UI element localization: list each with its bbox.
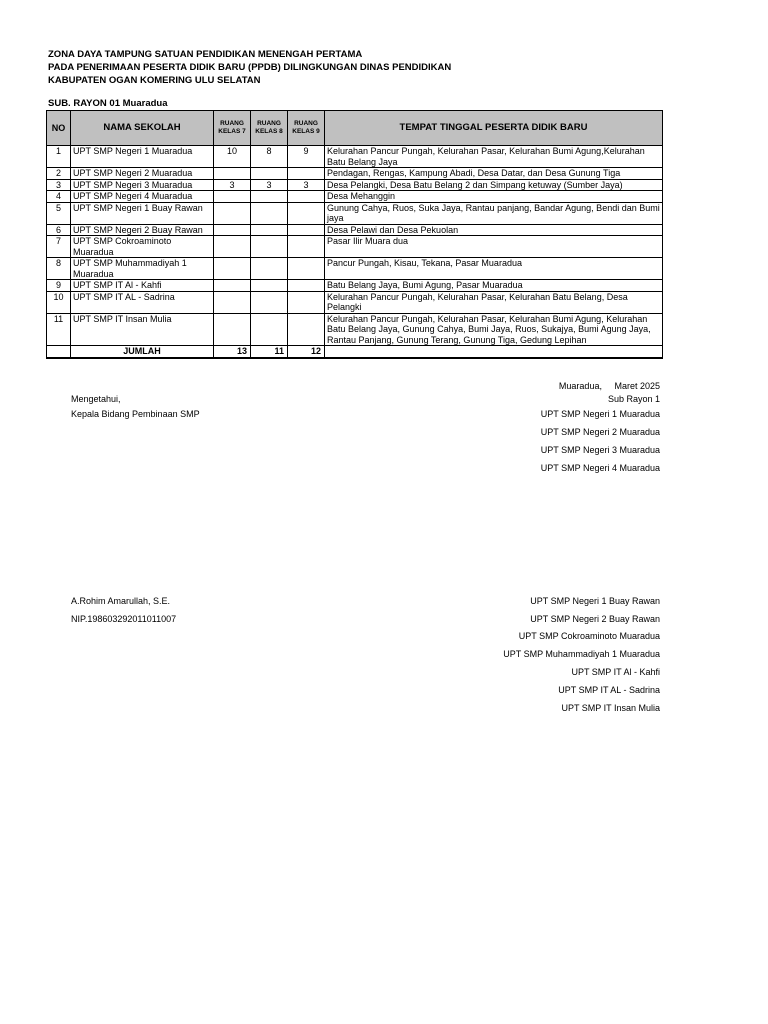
school-signer: UPT SMP Muhammadiyah 1 Muaradua [503, 649, 660, 659]
total-area-empty [325, 346, 663, 358]
school-signer: UPT SMP Negeri 1 Muaradua [540, 409, 660, 419]
row-school: UPT SMP Cokroaminoto Muaradua [71, 236, 214, 258]
row-area: Kelurahan Pancur Pungah, Kelurahan Pasar, Kelurahan Bumi Agung, Kelurahan Batu Belang Jaya, Gunung Cahya, Bumi Jaya, Ruos, Sukajya, Bumi Agung Jaya, Rantau Panjang, Gunung Terang, Gunung Tiga, Gedung Lepihan [325, 313, 663, 346]
table-row [47, 179, 663, 191]
row-area: Kelurahan Pancur Pungah, Kelurahan Pasar, Kelurahan Bumi Agung,Kelurahan Batu Belang Jaya [325, 146, 663, 168]
row-kelas-7 [214, 168, 251, 180]
row-kelas-9 [288, 236, 325, 258]
row-school: UPT SMP Negeri 1 Buay Rawan [71, 202, 214, 224]
row-kelas-8 [251, 258, 288, 280]
total-label: JUMLAH [71, 346, 214, 358]
table-row [47, 258, 663, 280]
row-kelas-8: 8 [251, 146, 288, 168]
row-area: Desa Mehanggin [325, 191, 663, 203]
row-kelas-8 [251, 291, 288, 313]
row-kelas-9 [288, 224, 325, 236]
capacity-table [46, 110, 663, 359]
school-signer: UPT SMP Negeri 2 Buay Rawan [530, 614, 660, 624]
row-kelas-9 [288, 313, 325, 346]
row-school: UPT SMP IT AL - Sadrina [71, 291, 214, 313]
row-kelas-8 [251, 168, 288, 180]
row-school: UPT SMP Negeri 3 Muaradua [71, 179, 214, 191]
total-no-empty [47, 346, 71, 358]
col-tempat-tinggal: TEMPAT TINGGAL PESERTA DIDIK BARU [325, 111, 663, 146]
row-no: 9 [47, 280, 71, 292]
row-kelas-9: 3 [288, 179, 325, 191]
total-kelas-7: 13 [214, 346, 251, 358]
row-kelas-7 [214, 313, 251, 346]
place-date [559, 381, 660, 392]
signer-name: A.Rohim Amarullah, S.E. [71, 596, 171, 606]
row-kelas-8 [251, 236, 288, 258]
row-kelas-7 [214, 236, 251, 258]
row-kelas-9 [288, 168, 325, 180]
row-kelas-8: 3 [251, 179, 288, 191]
school-signer: UPT SMP Negeri 3 Muaradua [540, 445, 660, 455]
row-kelas-8 [251, 191, 288, 203]
table-row [47, 168, 663, 180]
col-kelas-7: RUANG KELAS 7 [214, 111, 251, 146]
table-row [47, 313, 663, 346]
mengetahui-label: Mengetahui, [71, 394, 121, 404]
row-kelas-8 [251, 202, 288, 224]
row-kelas-7 [214, 224, 251, 236]
sub-rayon-label: Sub Rayon 1 [607, 394, 660, 404]
row-kelas-8 [251, 280, 288, 292]
col-no: NO [47, 111, 71, 146]
row-area: Batu Belang Jaya, Bumi Agung, Pasar Muaradua [325, 280, 663, 292]
row-school: UPT SMP IT Al - Kahfi [71, 280, 214, 292]
row-school: UPT SMP Negeri 2 Buay Rawan [71, 224, 214, 236]
row-school: UPT SMP IT Insan Mulia [71, 313, 214, 346]
total-kelas-9: 12 [288, 346, 325, 358]
row-no: 1 [47, 146, 71, 168]
table-row [47, 291, 663, 313]
signer-nip: NIP.198603292011011007 [71, 614, 177, 624]
col-nama-sekolah: NAMA SEKOLAH [71, 111, 214, 146]
total-kelas-8: 11 [251, 346, 288, 358]
row-no: 8 [47, 258, 71, 280]
row-school: UPT SMP Negeri 1 Muaradua [71, 146, 214, 168]
row-school: UPT SMP Negeri 2 Muaradua [71, 168, 214, 180]
row-kelas-8 [251, 313, 288, 346]
table-header-row [47, 111, 663, 146]
row-kelas-7: 10 [214, 146, 251, 168]
col-kelas-8: RUANG KELAS 8 [251, 111, 288, 146]
total-row [47, 346, 663, 358]
row-area: Kelurahan Pancur Pungah, Kelurahan Pasar, Kelurahan Batu Belang, Desa Pelangki [325, 291, 663, 313]
row-school: UPT SMP Muhammadiyah 1 Muaradua [71, 258, 214, 280]
row-kelas-9 [288, 202, 325, 224]
school-signer: UPT SMP IT AL - Sadrina [558, 685, 660, 695]
row-kelas-9 [288, 280, 325, 292]
table-row [47, 191, 663, 203]
kepala-bidang-label: Kepala Bidang Pembinaan SMP [71, 409, 200, 419]
school-signer: UPT SMP IT Insan Mulia [561, 703, 660, 713]
school-signer: UPT SMP Negeri 2 Muaradua [540, 427, 660, 437]
sub-rayon-title: SUB. RAYON 01 Muaradua [48, 98, 168, 109]
sign-place: Muaradua, [558, 381, 602, 391]
row-no: 5 [47, 202, 71, 224]
col-kelas-9: RUANG KELAS 9 [288, 111, 325, 146]
row-kelas-7 [214, 280, 251, 292]
table-row [47, 236, 663, 258]
row-area: Desa Pelawi dan Desa Pekuolan [325, 224, 663, 236]
row-area: Gunung Cahya, Ruos, Suka Jaya, Rantau panjang, Bandar Agung, Bendi dan Bumi jaya [325, 202, 663, 224]
table-row [47, 146, 663, 168]
row-kelas-9: 9 [288, 146, 325, 168]
header-line-3: KABUPATEN OGAN KOMERING ULU SELATAN [48, 75, 261, 86]
row-no: 11 [47, 313, 71, 346]
table-row [47, 202, 663, 224]
school-signer: UPT SMP Negeri 4 Muaradua [540, 463, 660, 473]
row-kelas-7 [214, 202, 251, 224]
row-kelas-8 [251, 224, 288, 236]
row-kelas-7 [214, 291, 251, 313]
table-row [47, 224, 663, 236]
row-kelas-9 [288, 258, 325, 280]
sign-date: Maret 2025 [614, 381, 660, 391]
row-no: 6 [47, 224, 71, 236]
school-signer: UPT SMP Cokroaminoto Muaradua [518, 631, 660, 641]
row-no: 3 [47, 179, 71, 191]
row-no: 2 [47, 168, 71, 180]
row-kelas-7 [214, 191, 251, 203]
row-no: 4 [47, 191, 71, 203]
table-row [47, 280, 663, 292]
row-kelas-9 [288, 291, 325, 313]
row-kelas-7: 3 [214, 179, 251, 191]
document-header [48, 48, 451, 87]
row-school: UPT SMP Negeri 4 Muaradua [71, 191, 214, 203]
row-no: 7 [47, 236, 71, 258]
row-no: 10 [47, 291, 71, 313]
row-area: Pendagan, Rengas, Kampung Abadi, Desa Datar, dan Desa Gunung Tiga [325, 168, 663, 180]
row-area: Pancur Pungah, Kisau, Tekana, Pasar Muaradua [325, 258, 663, 280]
row-kelas-9 [288, 191, 325, 203]
row-kelas-7 [214, 258, 251, 280]
school-signer: UPT SMP Negeri 1 Buay Rawan [530, 596, 660, 606]
row-area: Pasar Ilir Muara dua [325, 236, 663, 258]
row-area: Desa Pelangki, Desa Batu Belang 2 dan Simpang ketuway (Sumber Jaya) [325, 179, 663, 191]
header-line-1: ZONA DAYA TAMPUNG SATUAN PENDIDIKAN MENENGAH PERTAMA [48, 49, 363, 60]
header-line-2: PADA PENERIMAAN PESERTA DIDIK BARU (PPDB) DILINGKUNGAN DINAS PENDIDIKAN [48, 62, 452, 73]
school-signer: UPT SMP IT Al - Kahfi [571, 667, 660, 677]
